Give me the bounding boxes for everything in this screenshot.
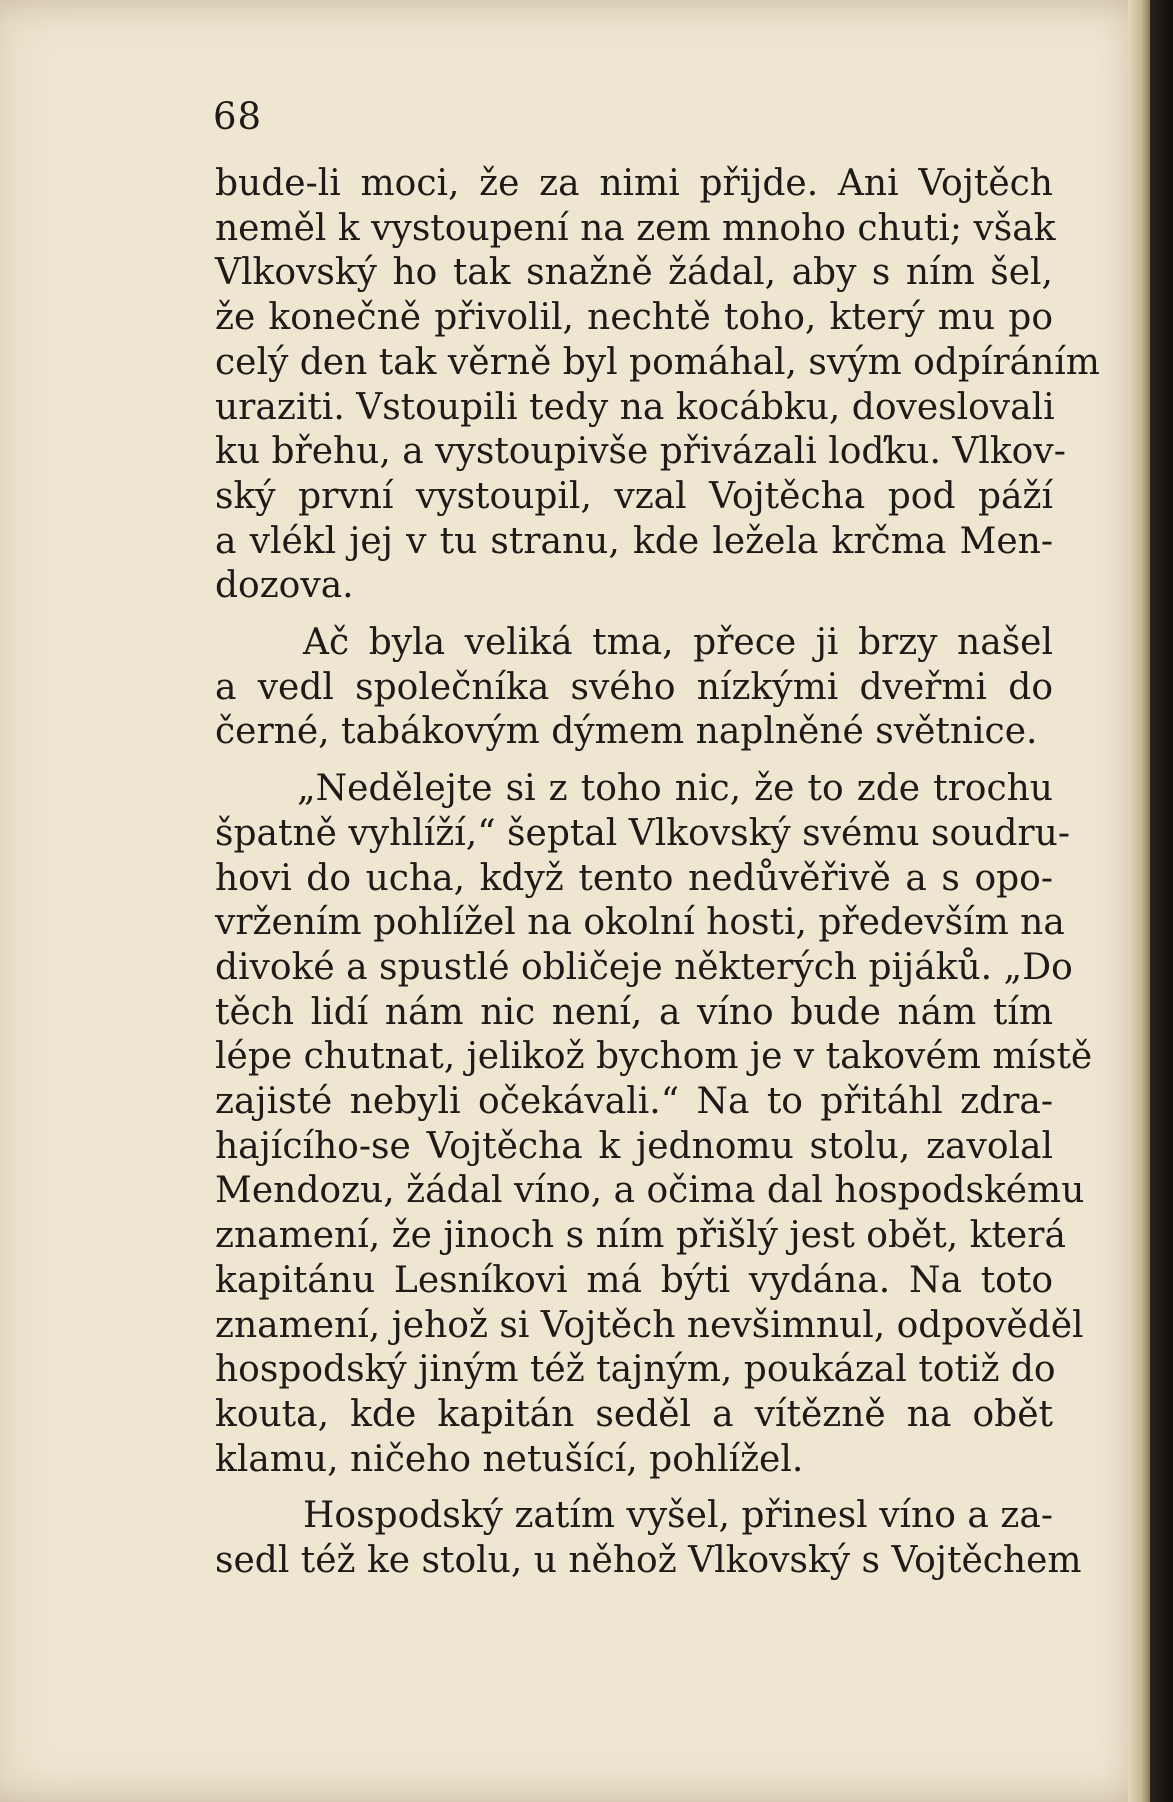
- paragraph-4: [215, 1494, 1082, 1583]
- text-line: Mendozu, žádal víno, a očima dal hospodskému: [215, 1170, 1085, 1212]
- text-line: kouta, kde kapitán seděl a vítězně na obět: [215, 1393, 1053, 1435]
- text-line: hajícího-se Vojtěcha k jednomu stolu, zavolal: [215, 1125, 1053, 1167]
- text-line: a vlékl jej v tu stranu, kde ležela krčma Men-: [215, 520, 1053, 562]
- text-line: kapitánu Lesníkovi má býti vydána. Na toto: [215, 1259, 1053, 1301]
- text-line: a vedl společníka svého nízkými dveřmi do: [215, 666, 1053, 708]
- text-line: hovi do ucha, když tento nedůvěřivě a s opo-: [215, 857, 1053, 899]
- text-line: klamu, ničeho netušící, pohlížel.: [215, 1438, 804, 1480]
- paragraph-2: [215, 621, 1053, 755]
- paragraph-3: [215, 767, 1093, 1482]
- text-line: neměl k vystoupení na zem mnoho chuti; však: [215, 207, 1056, 249]
- text-line: vržením pohlížel na okolní hosti, především na: [215, 902, 1065, 944]
- text-line: těch lidí nám nic není, a víno bude nám tím: [215, 991, 1053, 1033]
- text-line: „Nedělejte si z toho nic, že to zde trochu: [297, 768, 1053, 810]
- text-line: znamení, jehož si Vojtěch nevšimnul, odpověděl: [215, 1304, 1084, 1346]
- book-spine: [1150, 0, 1173, 1802]
- body-text: [215, 162, 1100, 1584]
- text-line: ský první vystoupil, vzal Vojtěcha pod páží: [215, 475, 1053, 517]
- text-line: že konečně přivolil, nechtě toho, který mu po: [215, 297, 1053, 339]
- text-line: lépe chutnat, jelikož bychom je v takovém místě: [215, 1036, 1093, 1078]
- text-line: uraziti. Vstoupili tedy na kocábku, doveslovali: [215, 386, 1055, 428]
- text-line: divoké a spustlé obličeje některých pijáků. „Do: [215, 946, 1073, 988]
- text-line: bude-li moci, že za nimi přijde. Ani Vojtěch: [215, 163, 1053, 204]
- text-line: špatně vyhlíží,“ šeptal Vlkovský svému soudru-: [215, 812, 1070, 854]
- text-line: znamení, že jinoch s ním přišlý jest obět, která: [215, 1215, 1066, 1257]
- text-line: zajisté nebyli očekávali.“ Na to přitáhl zdra-: [215, 1081, 1053, 1123]
- text-line: sedl též ke stolu, u něhož Vlkovský s Vojtěchem: [215, 1540, 1082, 1582]
- text-line: ku břehu, a vystoupivše přivázali loďku. Vlkov-: [215, 431, 1066, 473]
- text-line: Ač byla veliká tma, přece ji brzy našel: [303, 622, 1053, 664]
- text-line: Hospodský zatím vyšel, přinesl víno a za-: [303, 1495, 1053, 1537]
- text-line: hospodský jiným též tajným, poukázal totiž do: [215, 1349, 1056, 1391]
- paragraph-1: [215, 162, 1100, 609]
- text-line: černé, tabákovým dýmem naplněné světnice.: [215, 711, 1038, 753]
- text-line: celý den tak věrně byl pomáhal, svým odpíráním: [215, 341, 1100, 383]
- page-number: 68: [213, 95, 263, 138]
- text-line: dozova.: [215, 565, 354, 607]
- page-gutter: [1128, 0, 1150, 1802]
- text-line: Vlkovský ho tak snažně žádal, aby s ním šel,: [215, 252, 1053, 294]
